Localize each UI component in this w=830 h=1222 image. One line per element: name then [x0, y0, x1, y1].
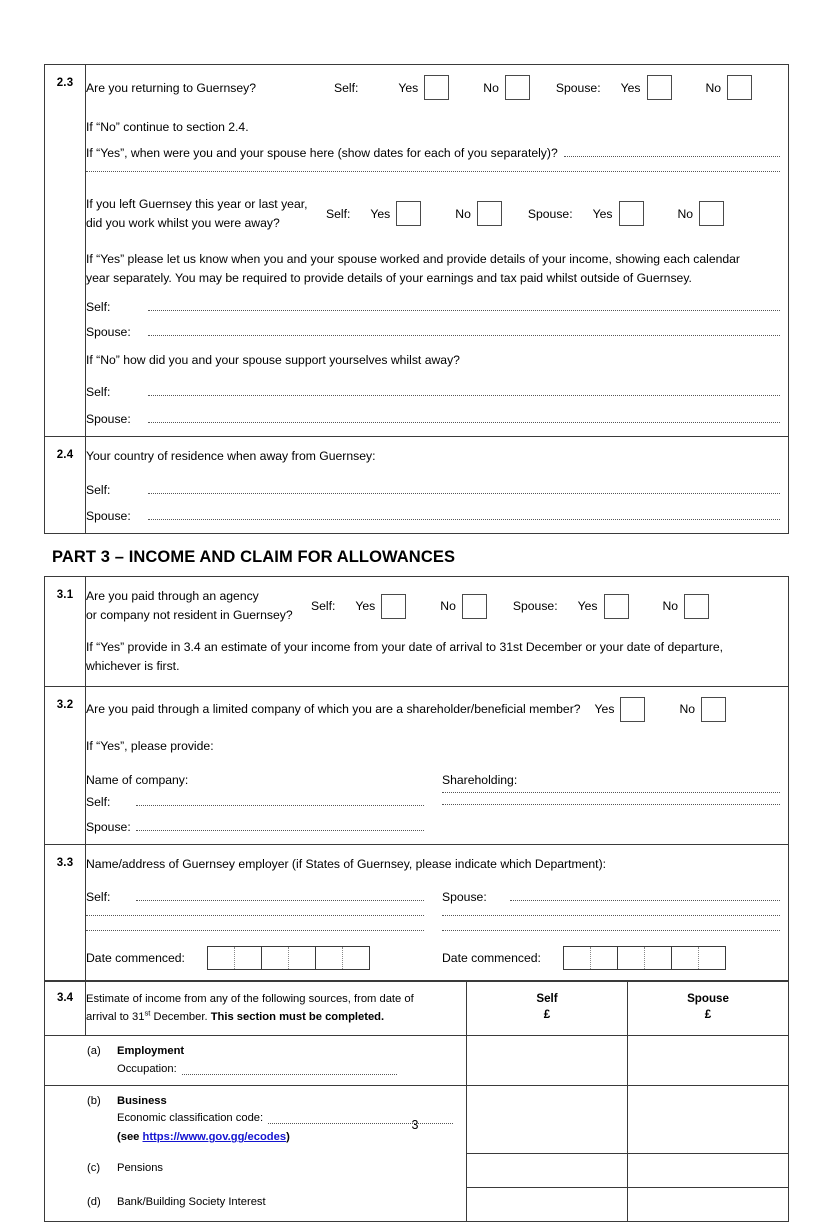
yes-label-spouse-3-1: Yes: [577, 599, 598, 614]
note-3-2: If “Yes”, please provide:: [86, 738, 214, 753]
employer-self-row2: [86, 918, 424, 919]
self-input2-2-3[interactable]: [148, 395, 780, 396]
part-3-heading: PART 3 – INCOME AND CLAIM FOR ALLOWANCES: [52, 548, 456, 567]
spouse-label-2-3: Spouse:: [555, 80, 601, 95]
date-day-pair-spouse[interactable]: [564, 947, 618, 969]
no-label-spouse-3-1: No: [662, 599, 679, 614]
table-header-row-3-4: [45, 981, 789, 1035]
checkbox2-spouse-yes-2-3[interactable]: [619, 201, 644, 226]
note-yes-2-3-input-2[interactable]: [86, 171, 780, 172]
desc-3-4-date: arrival to 31: [86, 1011, 145, 1024]
shareholding-self-row: [442, 795, 780, 796]
section-2-table: [44, 64, 789, 534]
note-yes2-2-3: [86, 250, 780, 288]
company-self-caption: Self:: [86, 794, 111, 809]
spouse-caption2-2-3: Spouse:: [86, 412, 131, 427]
section-3-4-description: [86, 981, 467, 1035]
occupation-row: [117, 1061, 456, 1078]
date-year-1-self[interactable]: [316, 947, 343, 969]
income-item-d-inner: [45, 1194, 456, 1211]
eco-note-suffix: ): [286, 1131, 290, 1144]
spouse-row-2-4: [86, 509, 780, 523]
column-header-self: [467, 981, 628, 1035]
checkbox2-spouse-no-2-3[interactable]: [699, 201, 724, 226]
employer-self-col: [86, 890, 424, 970]
employer-self-input1[interactable]: [136, 900, 424, 901]
question-3-1-line1: Are you paid through an agency: [86, 589, 259, 604]
section-3-3-body: [86, 844, 789, 980]
table-row-3-2: [45, 686, 789, 844]
checkbox-self-yes-2-3[interactable]: [424, 75, 449, 100]
employer-self-row3: [86, 933, 424, 934]
date-year-2-self[interactable]: [343, 947, 369, 969]
section-number-3-2: 3.2: [45, 686, 86, 844]
income-mark-b: (b): [87, 1094, 101, 1107]
question-2-4-text: Your country of residence when away from Guernsey:: [86, 449, 376, 464]
employer-details-3-3: [86, 890, 780, 970]
employer-spouse-caption: Spouse:: [442, 889, 487, 904]
date-month-1-spouse[interactable]: [618, 947, 645, 969]
date-day-1-self[interactable]: [208, 947, 235, 969]
self-caption2-2-3: Self:: [86, 385, 111, 400]
column-header-self-currency: £: [543, 1008, 551, 1022]
checkbox2-self-yes-2-3[interactable]: [396, 201, 421, 226]
table-row-2-4: [45, 437, 789, 534]
company-spouse-row: [86, 820, 424, 834]
spouse-input-2-3[interactable]: [148, 335, 780, 336]
eco-note-prefix: (see: [117, 1131, 143, 1144]
spouse-input2-2-3[interactable]: [148, 422, 780, 423]
company-spouse-caption: Spouse:: [86, 819, 131, 834]
question-3-1-row: [86, 587, 780, 625]
date-commenced-self-input[interactable]: [207, 946, 370, 970]
company-spouse-input[interactable]: [136, 830, 424, 831]
company-self-row: [86, 795, 424, 809]
yes-label-self-2-3: Yes: [398, 80, 419, 95]
page-number: 3: [411, 1118, 419, 1132]
date-commenced-spouse-input[interactable]: [563, 946, 726, 970]
note-yes-2-3-input[interactable]: [564, 156, 780, 157]
column-header-spouse: [628, 981, 789, 1035]
note-yes-2-3-row: [86, 146, 780, 160]
employer-spouse-col: [442, 890, 780, 970]
checkbox-self-no-2-3[interactable]: [505, 75, 530, 100]
company-self-input[interactable]: [136, 805, 424, 806]
employer-self-input3[interactable]: [86, 930, 424, 931]
section-3-4-table: [44, 981, 789, 1222]
no-label-self-2-3: No: [483, 80, 499, 95]
note-yes-2-3-row-2: [86, 174, 780, 175]
section-number-2-3: 2.3: [45, 65, 86, 437]
date-year-1-spouse[interactable]: [672, 947, 699, 969]
question-3-2-text: Are you paid through a limited company of which you are a shareholder/beneficial member?: [86, 702, 581, 717]
question2-2-3-row: [86, 195, 780, 233]
date-month-pair-self[interactable]: [262, 947, 316, 969]
income-mark-c: (c): [87, 1162, 101, 1174]
self-row2-2-3: [86, 385, 780, 399]
no-label2-spouse-2-3: No: [677, 206, 694, 221]
checkbox-no-3-2[interactable]: [701, 697, 726, 722]
note-yes2-line1: If “Yes” please let us know when you and your spouse worked and provide details of your income, showing each calendar: [86, 251, 740, 266]
section-3-1-body: [86, 577, 789, 687]
desc-3-4-line2: [86, 1008, 385, 1024]
table-row-3-4-a: [45, 1036, 789, 1086]
section-number-3-1: 3.1: [45, 577, 86, 687]
employer-spouse-row2: [442, 918, 780, 919]
section-2-3-body: [86, 65, 789, 437]
date-day-2-self[interactable]: [235, 947, 261, 969]
checkbox-yes-3-2[interactable]: [620, 697, 645, 722]
table-row-3-4-c: [45, 1153, 789, 1187]
shareholding-spouse-row: [442, 807, 780, 808]
no-label-self-3-1: No: [440, 599, 456, 614]
yes-label2-self-2-3: Yes: [370, 206, 391, 221]
question-3-1-line2: or company not resident in Guernsey?: [86, 608, 293, 623]
checkbox-spouse-yes-2-3[interactable]: [647, 75, 672, 100]
date-commenced-spouse-label: Date commenced:: [442, 950, 541, 965]
desc-3-4-month: December.: [150, 1011, 211, 1024]
self-label-2-3: Self:: [334, 80, 359, 95]
date-commenced-spouse-row: [442, 946, 780, 970]
employer-self-caption: Self:: [86, 889, 111, 904]
employer-self-row1: [86, 890, 424, 904]
question2-2-3-text: [86, 195, 326, 233]
no-label-spouse-2-3: No: [705, 80, 722, 95]
date-month-pair-spouse[interactable]: [618, 947, 672, 969]
desc-3-4-emphasis: This section must be completed.: [210, 1011, 385, 1024]
self-label2-2-3: Self:: [326, 206, 351, 221]
question2-2-3-line1: If you left Guernsey this year or last year,: [86, 196, 308, 211]
company-details-3-2: [86, 771, 780, 834]
company-label-3-2: Name of company:: [86, 772, 189, 787]
income-item-c: [45, 1153, 467, 1187]
date-month-2-spouse[interactable]: [645, 947, 671, 969]
checkbox-self-yes-3-1[interactable]: [381, 594, 406, 619]
amount-spouse-c[interactable]: [628, 1153, 789, 1187]
yes-label2-spouse-2-3: Yes: [592, 206, 613, 221]
no-label2-self-2-3: No: [455, 206, 471, 221]
section-2-4-body: [86, 437, 789, 534]
self-row-2-4: [86, 483, 780, 497]
note-3-1: [86, 638, 780, 676]
checkbox2-self-no-2-3[interactable]: [477, 201, 502, 226]
checkbox-self-no-3-1[interactable]: [462, 594, 487, 619]
note-3-1-line1: If “Yes” provide in 3.4 an estimate of your income from your date of arrival to 31st December or your date of departure,: [86, 640, 723, 655]
date-day-pair-self[interactable]: [208, 947, 262, 969]
income-title-a: Employment: [117, 1045, 185, 1058]
income-text-a: [117, 1043, 456, 1078]
self-input-2-4[interactable]: [148, 493, 780, 494]
shareholding-col: [442, 771, 780, 834]
spouse-row2-2-3: [86, 412, 780, 426]
section-3-table: [44, 576, 789, 980]
question-3-1-text: [86, 587, 311, 625]
income-mark-a: (a): [87, 1045, 101, 1058]
checkbox-spouse-no-3-1[interactable]: [684, 594, 709, 619]
shareholding-label-3-2: Shareholding:: [442, 772, 518, 787]
date-month-1-self[interactable]: [262, 947, 289, 969]
date-year-2-spouse[interactable]: [699, 947, 725, 969]
company-col: [86, 771, 424, 834]
question-2-3-row: [86, 75, 780, 100]
employer-spouse-input3[interactable]: [442, 930, 780, 931]
income-title-c: Pensions: [117, 1162, 164, 1174]
income-title-d: Bank/Building Society Interest: [117, 1196, 266, 1208]
employer-self-input2[interactable]: [86, 915, 424, 916]
table-row-3-3: [45, 844, 789, 980]
note-no2-2-3: If “No” how did you and your spouse support yourselves whilst away?: [86, 352, 460, 367]
no-label-3-2: No: [679, 702, 696, 717]
column-header-self-label: Self: [536, 991, 558, 1005]
desc-3-4-line1: Estimate of income from any of the following sources, from date of: [86, 992, 414, 1005]
self-input-2-3[interactable]: [148, 310, 780, 311]
date-commenced-self-label: Date commenced:: [86, 950, 185, 965]
spouse-label2-2-3: Spouse:: [527, 206, 573, 221]
occupation-label: Occupation:: [117, 1062, 177, 1075]
question-3-2-row: [86, 697, 780, 722]
date-year-pair-spouse[interactable]: [672, 947, 725, 969]
income-item-c-inner: [45, 1160, 456, 1177]
note-3-1-line2: whichever is first.: [86, 659, 180, 674]
employer-spouse-input2[interactable]: [442, 915, 780, 916]
checkbox-spouse-no-2-3[interactable]: [727, 75, 752, 100]
column-header-spouse-currency: £: [704, 1008, 712, 1022]
self-label-3-1: Self:: [311, 599, 336, 614]
date-day-2-spouse[interactable]: [591, 947, 617, 969]
section-number-2-4: 2.4: [45, 437, 86, 534]
occupation-input[interactable]: [182, 1074, 397, 1075]
checkbox-spouse-yes-3-1[interactable]: [604, 594, 629, 619]
eco-code-label: Economic classification code:: [117, 1112, 264, 1125]
amount-spouse-a[interactable]: [628, 1036, 789, 1086]
self-caption-2-3: Self:: [86, 299, 111, 314]
yes-label-self-3-1: Yes: [355, 599, 376, 614]
employer-spouse-input1[interactable]: [510, 900, 780, 901]
date-day-1-spouse[interactable]: [564, 947, 591, 969]
self-row-2-3: [86, 300, 780, 314]
section-3-2-body: [86, 686, 789, 844]
note-yes2-line2: year separately. You may be required to provide details of your earnings and tax paid whilst outside of Guernsey.: [86, 270, 692, 285]
section-number-3-4: 3.4: [45, 981, 86, 1035]
question-2-3-text: Are you returning to Guernsey?: [86, 80, 257, 95]
section-number-3-3: 3.3: [45, 844, 86, 980]
spouse-caption-2-3: Spouse:: [86, 324, 131, 339]
column-header-spouse-label: Spouse: [687, 991, 729, 1005]
question2-2-3-line2: did you work whilst you were away?: [86, 215, 280, 230]
question-3-3-text: Name/address of Guernsey employer (if States of Guernsey, please indicate which Department):: [86, 856, 607, 871]
employer-spouse-row3: [442, 933, 780, 934]
spouse-label-3-1: Spouse:: [512, 599, 558, 614]
form-content: [44, 64, 789, 1222]
date-year-pair-self[interactable]: [316, 947, 369, 969]
income-item-a: [45, 1036, 467, 1086]
income-item-d: [45, 1187, 467, 1222]
employer-spouse-row1: [442, 890, 780, 904]
yes-label-3-2: Yes: [594, 702, 615, 717]
table-row-2-3: [45, 65, 789, 437]
amount-self-c[interactable]: [467, 1153, 628, 1187]
date-month-2-self[interactable]: [289, 947, 315, 969]
amount-self-a[interactable]: [467, 1036, 628, 1086]
self-caption-2-4: Self:: [86, 483, 111, 498]
income-title-b: Business: [117, 1094, 167, 1107]
income-item-a-inner: [45, 1043, 456, 1078]
note-no-2-3: If “No” continue to section 2.4.: [86, 120, 249, 134]
date-commenced-self-row: [86, 946, 424, 970]
ecodes-link[interactable]: https://www.gov.gg/ecodes: [142, 1131, 287, 1144]
table-row-3-1: [45, 577, 789, 687]
yes-label-spouse-2-3: Yes: [620, 80, 641, 95]
spouse-caption-2-4: Spouse:: [86, 509, 131, 524]
note-yes-2-3-text: If “Yes”, when were you and your spouse here (show dates for each of you separately)?: [86, 145, 558, 160]
table-row-3-4-d: [45, 1187, 789, 1222]
income-mark-d: (d): [87, 1196, 101, 1208]
spouse-input-2-4[interactable]: [148, 519, 780, 520]
amount-self-d[interactable]: [467, 1187, 628, 1222]
spouse-row-2-3: [86, 325, 780, 339]
amount-spouse-d[interactable]: [628, 1187, 789, 1222]
shareholding-spouse-input[interactable]: [442, 804, 780, 805]
shareholding-self-input[interactable]: [442, 792, 780, 793]
desc-3-4-ordinal: st: [144, 1008, 151, 1018]
